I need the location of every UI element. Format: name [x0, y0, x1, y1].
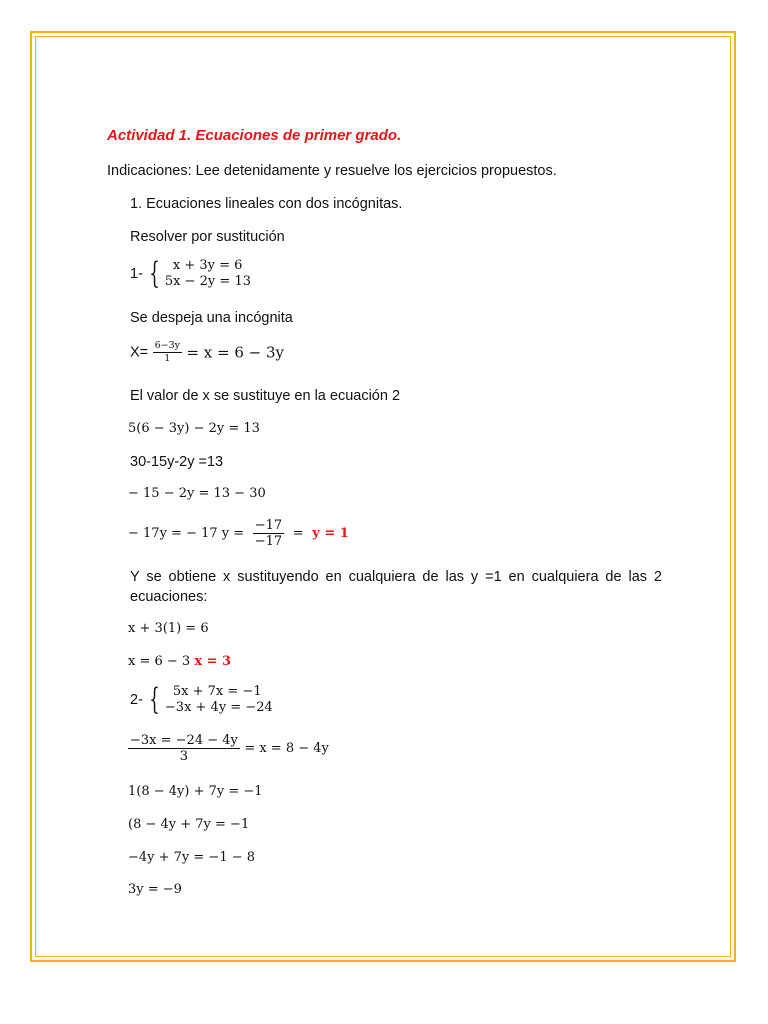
- line2-expand: (8 − 4y + 7y = −1: [128, 817, 250, 832]
- fraction-numerator: 6−3y: [154, 340, 181, 351]
- system-2-label: 2-: [130, 692, 143, 709]
- system-2-eq1: 5x + 7x = −1: [172, 684, 262, 699]
- line-solve-equals: =: [288, 526, 308, 541]
- method-label: Resolver por sustitución: [130, 229, 285, 245]
- step-x-rest: = x = 6 − 3y: [186, 343, 285, 362]
- indications-text: Indicaciones: Lee detenidamente y resuelve los ejercicios propuestos.: [107, 163, 557, 179]
- step-x-fraction: [153, 340, 182, 365]
- step-sustituye: El valor de x se sustituye en la ecuación 2: [130, 388, 401, 404]
- line2-substitution: 1(8 − 4y) + 7y = −1: [128, 784, 263, 799]
- fraction-denominator: −17: [254, 534, 283, 549]
- step2-rest: = x = 8 − 4y: [244, 741, 329, 756]
- line2-final: 3y = −9: [128, 882, 182, 897]
- line-solve: [128, 518, 349, 549]
- result-x: x = 3: [194, 654, 232, 669]
- line-x-result: [128, 654, 231, 669]
- step-x-expression: [130, 340, 284, 365]
- fraction-denominator: 1: [164, 353, 171, 364]
- step2-x-expression: [128, 733, 329, 764]
- activity-title: Actividad 1. Ecuaciones de primer grado.: [107, 127, 402, 144]
- system-1-equations: [165, 258, 251, 290]
- step2-fraction: [128, 733, 240, 764]
- line-expand: 30-15y-2y =13: [130, 454, 224, 470]
- fraction-numerator: −17: [254, 518, 283, 533]
- system-1-label: 1-: [130, 266, 143, 283]
- system-2: [130, 684, 273, 716]
- result-y: y = 1: [312, 526, 349, 541]
- system-1-eq1: x + 3y = 6: [172, 258, 243, 273]
- line-move: − 15 − 2y = 13 − 30: [128, 486, 266, 501]
- line-x-left: x = 6 − 3: [128, 654, 195, 669]
- system-2-eq2: −3x + 4y = −24: [164, 700, 273, 715]
- section-heading: 1. Ecuaciones lineales con dos incógnitas.: [130, 196, 403, 212]
- obtain-paragraph: Y se obtiene x sustituyendo en cualquiera de las y =1 en cualquiera de las 2 ecuaciones:: [130, 569, 662, 605]
- system-2-equations: [165, 684, 273, 716]
- line-substitution: 5(6 − 3y) − 2y = 13: [128, 421, 260, 436]
- line-x-substitute: x + 3(1) = 6: [128, 621, 209, 636]
- brace-icon: {: [149, 256, 161, 291]
- step-x-prefix: X=: [130, 344, 149, 361]
- fraction-denominator: 3: [179, 749, 189, 764]
- fraction-numerator: −3x = −24 − 4y: [130, 733, 238, 748]
- line-solve-left: − 17y = − 17 y =: [128, 526, 249, 541]
- brace-icon: {: [149, 682, 161, 717]
- line2-move: −4y + 7y = −1 − 8: [128, 850, 256, 865]
- system-1: [130, 258, 251, 290]
- system-1-eq2: 5x − 2y = 13: [164, 274, 251, 289]
- step-despeja: Se despeja una incógnita: [130, 310, 293, 326]
- line-solve-fraction: [253, 518, 284, 549]
